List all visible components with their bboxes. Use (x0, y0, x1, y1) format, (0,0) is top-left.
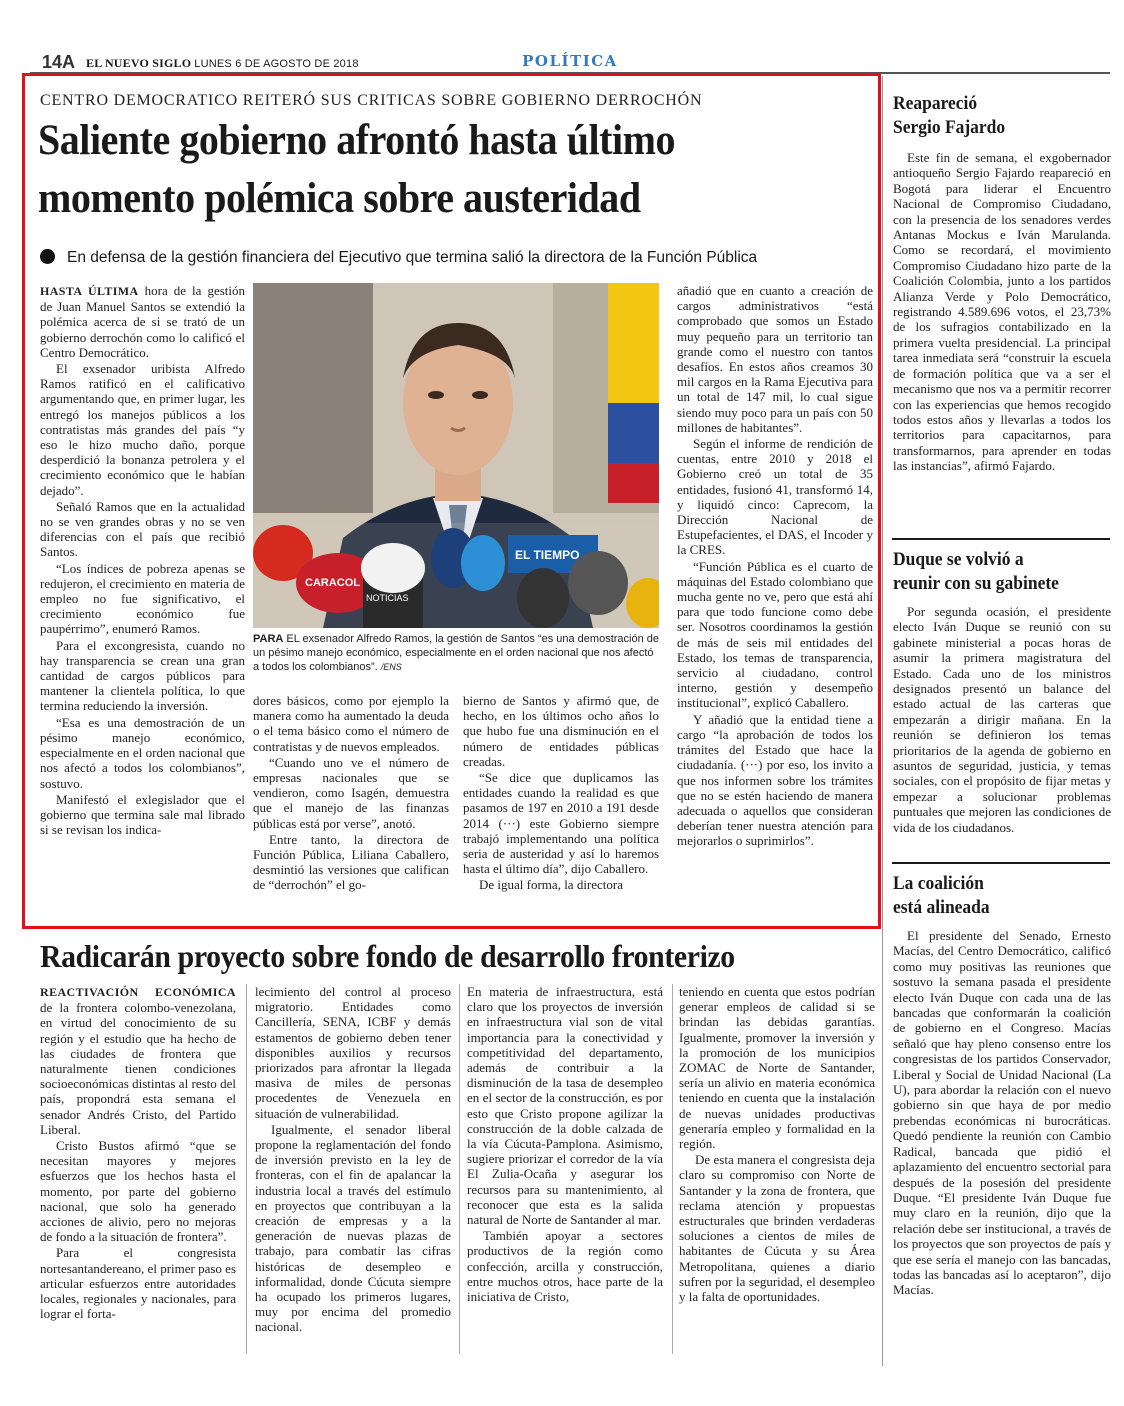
page-number: 14A (42, 52, 76, 72)
page-header (30, 48, 1110, 74)
main-col3-p3: De igual forma, la directora (479, 877, 624, 893)
main-col2-p2: “Cuando uno ve el número de empresas nacionales que se vendieron, como Isagén, demuestra que el manejo de las finanzas públicas está por verse”, anotó. (253, 754, 449, 831)
main-col1-p3: Señaló Ramos que en la actualidad no se ven grandes obras y no se ven diferencias con el país que recibió Santos. (40, 498, 245, 560)
sidebar-title-fajardo: Reapareció Sergio Fajardo (893, 93, 1006, 138)
second-column-1 (40, 984, 236, 1322)
main-headline (38, 112, 810, 228)
sidebar-divider (882, 76, 883, 1366)
sidebar-text-fajardo: Este fin de semana, el exgobernador antioqueño Sergio Fajardo reapareció en Bogotá para liderar el Encuentro Nacional de Compromiso Ciudadano, con la presencia de los senadores verdes Antanas Mockus e Iván Marulanda. Como se recordará, el movimiento Compromiso Ciudadano hizo parte de la Coalición Colombia, junto a los partidos Alianza Verde y Polo Democrático, registrando 4.589.696 votos, el 23,73% de los sufragios contabilizado en la primera vuelta presidencial. La principal tarea inmediata será “construir la escuela de formación política que va a ser el mecanismo que nos va a permitir recorrer con las experiencias que hemos recogido todos estos años y llevarlas a todos los territorios para capacitarnos, para transformarnos, para aprender en todas las instancias”, afirmó Fajardo. (893, 150, 1111, 474)
sidebar-title-coalicion: La coalición está alineada (893, 873, 990, 918)
second-col2-p1: lecimiento del control al proceso migratorio. Entidades como Cancillería, SENA, ICBF y demás estamentos de gobierno deben tener disponibles auxilios y recursos priorizados para afrontar la llegada masiva de miles de personas procedentes de Venezuela en situación de vulnerabilidad. (255, 984, 451, 1121)
main-col1-p5: Para el excongresista, cuando no hay transparencia se crean una gran cantidad de cargos públicos para mantener la clientela política, lo que termina reduciendo la inversión. (40, 637, 245, 714)
main-lead-words: HASTA ÚLTIMA (40, 284, 139, 298)
second-column-3 (467, 984, 663, 1305)
bullet-icon (40, 249, 55, 264)
sidebar-text-coalicion: El presidente del Senado, Ernesto Macías, del Centro Democrático, calificó como muy positivas las reuniones que sostuvo la semana pasada el presidente electo Iván Duque con cada una de las bancadas que conformarán la coalición de gobierno en el Congreso. Macías señaló que hay pleno consenso entre los congresistas de los partidos Conservador, Liberal y Social de Unidad Nacional (La U), para abordar la relación con el nuevo gobierno sin que haya de por medio prebendas económicas ni burocráticas. Quedó pendiente la reunión con Cambio Radical, bancada que pidió el aplazamiento del encuentro sectorial para después de la posesión del presidente Duque. “El presidente Iván Duque fue muy claro en la reunión, dijo que la relación debe ser institucional, a través de los proyectos que son proyectos de país y que ese sería el manejo con las bancadas, todas las bancadas así lo aceptaron”, dijo Macías. (893, 928, 1111, 1298)
second-col3-p2: También apoyar a sectores productivos de la región como confección, arcilla y construcción, entre muchos otros, hace parte de la iniciativa de Cristo, (467, 1228, 663, 1305)
main-col2-p1: dores básicos, como por ejemplo la manera como ha aumentado la deuda o el tema básico como el número de contratistas y de nuevos empleados. (253, 693, 449, 754)
main-col4-p3: “Función Pública es el cuarto de máquinas del Estado colombiano que mucha gente no ve, pero que está ahí para que todo funcione como debe ser. Nosotros coordinamos la gestión de más de seis mil entidades del Estado, los temas de transparencia, servicio al ciudadano, control interno, gestión y desempeño institucional”, explicó Caballero. (677, 558, 873, 711)
second-col1-p2: Cristo Bustos afirmó “que se necesitan mayores y mejores esfuerzos que los hechos hasta el momento, por parte del gobierno nacional, que solo ha generado acciones de alivio, pero no mejoras de fondo a la situación de frontera”. (40, 1138, 236, 1245)
second-divider-2 (459, 984, 460, 1354)
main-column-1 (40, 283, 245, 838)
issue-date: LUNES 6 DE AGOSTO DE 2018 (194, 58, 359, 70)
main-col3-p2: “Se dice que duplicamos las entidades cuando la realidad es que pasamos de 197 en 2010 a 191 desde 2014 (···) este Gobierno siempre trabajó implementando una política seria de austeridad y así lo haremos hasta el último día”, dijo Caballero. (463, 770, 659, 877)
main-column-2 (253, 693, 449, 894)
second-col1-p1: REACTIVACIÓN ECONÓMICA de la frontera colombo-venezolana, en virtud del conocimiento de su región y el estudio que ha hecho de las ciudades de frontera que naturalmente tienen condiciones socioeconómicas distintas al resto del país, propondrá esta semana el senador Andrés Cristo, del Partido Liberal. (40, 985, 236, 1137)
main-col4-p2: Según el informe de rendición de cuentas, entre 2010 y 2018 el Gobierno creó un total de 35 entidades, fusionó 41, transformó 14, y liquidó cinco: Caprecom, la Dirección Nacional de Estupefacientes, el DAS, el Incoder y la CRES. (677, 436, 873, 558)
caption-lead: PARA (253, 633, 284, 645)
main-col1-p2: El exsenador uribista Alfredo Ramos ratificó en el calificativo argumentando que, en primer lugar, les entregó los manejos públicos a los contratistas más grandes del país “y eso le hizo mucho daño, porque desperdició la bonanza petrolera y el crecimiento económico que le habían dejado”. (40, 361, 245, 498)
second-headline: Radicarán proyecto sobre fondo de desarrollo fronterizo (40, 938, 735, 974)
second-col4-p2: De esta manera el congresista deja claro su compromiso con Norte de Santander y la zona de frontera, que reclama atención y propuestas estructurales que brinden verdaderas soluciones a cientos de miles de habitantes de Cúcuta y su Área Metropolitana, quienes a diario sufren por la seguridad, el desempleo y la falta de oportunidades. (679, 1152, 875, 1305)
main-column-4 (677, 283, 873, 850)
second-col3-p1: En materia de infraestructura, está claro que los proyectos de inversión en infraestructura vial son de vital importancia para la conectividad y competitividad del departamento, además de contribuir a la disminución de la tasa de desempleo en el sector de la construcción, es por esto que Cristo propone agilizar la construcción de la doble calzada de la vía Cúcuta-Pamplona. Asimismo, sugiere priorizar el corredor de la vía El Zulia-Ocaña y asegurar los recursos para su mantenimiento, al reconocer que esta es la salida natural de Norte de Santander al mar. (467, 984, 663, 1228)
press-conference-photo (253, 283, 659, 628)
caption-credit: /ENS (380, 662, 402, 672)
second-divider-3 (672, 984, 673, 1354)
main-col2-p3: Entre tanto, la directora de Función Pública, Liliana Caballero, desmintió las versiones que califican de “derrochón” el go- (253, 831, 449, 893)
second-col4-p1: teniendo en cuenta que estos podrían generar empleos de calidad si se brindan las debidas garantías. Igualmente, promover la inversión y la promoción de los municipios ZOMAC de Norte de Santander, sería un alivio en materia económica teniendo en cuenta que la instalación de nuevas unidades productivas generaría empleo y formalidad en la región. (679, 984, 875, 1152)
main-col1-p6: “Esa es una demostración de un pésimo manejo económico, especialmente en el orden nacional que nos afectó a todos los colombianos”, sostuvo. (40, 714, 245, 791)
main-deck-text: En defensa de la gestión financiera del Ejecutivo que termina salió la directora de la Función Pública (67, 249, 758, 266)
sidebar-rule-1 (892, 538, 1110, 540)
second-divider-1 (246, 984, 247, 1354)
second-lead-words: REACTIVACIÓN ECONÓMICA (40, 985, 236, 999)
sidebar-text-duque: Por segunda ocasión, el presidente electo Iván Duque se reunió con su gabinete ministerial a pocas horas de asumir la primera magistratura del Estado. Cada uno de los ministros designados presentó un balance del estado actual de las carteras que empezarán a dirigir mañana. En la reunión se definieron los temas prioritarios de la agenda de gobierno en asuntos de seguridad, justicia, y temas sociales, con el propósito de fijar metas y empezar a solucionar problemas puntuales que mejoren las condiciones de vida de los ciudadanos. (893, 604, 1111, 835)
masthead-name: EL NUEVO SIGLO (86, 56, 192, 70)
main-headline-line2: momento polémica sobre austeridad (38, 175, 641, 222)
main-col1-p7: Manifestó el exlegislador que el gobierno que termina sale mal librado si se revisan los indica- (40, 791, 245, 838)
photo-caption (253, 632, 659, 674)
section-name: POLÍTICA (522, 52, 618, 70)
second-col1-p3: Para el congresista nortesantandereano, el primer paso es articular esfuerzos entre autoridades locales, regionales y nacionales, para lograr el forta- (40, 1245, 237, 1322)
main-col1-p1: HASTA ÚLTIMA hora de la gestión de Juan Manuel Santos se extendió la polémica acerca de si se trató de un gobierno derrochón como lo calificó el Centro Democrático. (40, 283, 246, 360)
main-headline-line1: Saliente gobierno afrontó hasta último (38, 117, 675, 164)
mic-label-el-tiempo: EL TIEMPO (515, 548, 580, 562)
main-col3-p1: bierno de Santos y afirmó que, de hecho, en los últimos ocho años lo que hubo fue una disminución en el número de entidades públicas creadas. (463, 693, 659, 769)
mic-label-caracol: CARACOL (305, 577, 360, 589)
main-column-3 (463, 693, 659, 894)
mic-label-noticias: NOTICIAS (366, 593, 409, 603)
second-column-2 (255, 984, 451, 1336)
main-deck (40, 249, 870, 267)
main-photo (253, 283, 659, 628)
second-col2-p2: Igualmente, el senador liberal propone la reglamentación del fondo de inversión previsto en la ley de fronteras, con el fin de apalancar la industria local a través del estímulo en proyectos que contribuyan a la creación de empresas y a la generación de nuevas plazas de trabajo, para combatir las cifras históricas de desempleo e informalidad, donde Cúcuta siempre ha ocupado los primeros lugares, muy por encima del promedio nacional. (255, 1121, 451, 1335)
caption-text: EL exsenador Alfredo Ramos, la gestión de Santos “es una demostración de un pésimo manejo económico, especialmente en el orden nacional que nos afectó a todos los colombianos”. (253, 633, 660, 673)
main-col4-p4: Y añadió que la entidad tiene a cargo “la aprobación de todos los trámites del Estado que hace la ciudadanía. (···) por eso, los invito a que nos informen sobre los trámites que no se estén haciendo de manera adecuada o aquellos que consideran deberían tener nuestra atención para mejorarlos o suprimirlos”. (677, 711, 873, 849)
sidebar-rule-2 (892, 862, 1110, 864)
sidebar-title-duque: Duque se volvió a reunir con su gabinete (893, 549, 1059, 594)
second-column-4 (679, 984, 875, 1305)
main-col1-p4: “Los índices de pobreza apenas se redujeron, el crecimiento en materia de empleo no fue significativo, el crecimiento económico fue paupérrimo”, enumeró Ramos. (40, 560, 245, 637)
main-kicker: CENTRO DEMOCRATICO REITERÓ SUS CRITICAS SOBRE GOBIERNO DERROCHÓN (40, 92, 703, 109)
main-col4-p1: añadió que en cuanto a creación de cargos administrativos “está comprobado que somos un Estado muy pequeño para un territorio tan grande como el nuestro con tantos desafíos. En estos años creamos 30 mil cargos en la Rama Ejecutiva para un total de 147 mil, lo cual sigue siendo muy poco para un país con 50 millones de habitantes”. (677, 283, 873, 435)
